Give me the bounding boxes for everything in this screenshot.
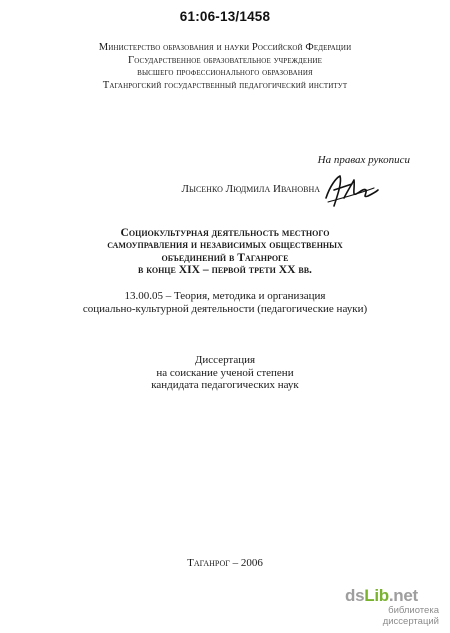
watermark-brand-lib: Lib <box>364 586 389 605</box>
organization-line: высшего профессионального образования <box>137 67 313 79</box>
city-year: Таганрог – 2006 <box>187 557 263 569</box>
organization-block <box>0 42 450 92</box>
author-name: Лысенко Людмила Ивановна <box>181 183 320 195</box>
dissertation-degree-block <box>0 354 450 392</box>
title-line: объединений в Таганроге <box>161 250 289 264</box>
title-line: самоуправления и независимых общественных <box>107 238 343 252</box>
degree-line: на соискание ученой степени <box>156 366 294 379</box>
degree-line: Диссертация <box>194 354 256 366</box>
watermark-logo <box>345 587 445 605</box>
title-line: Социокультурная деятельность местного <box>120 226 330 239</box>
organization-line: Министерство образования и науки Российской Федерации <box>98 42 352 53</box>
organization-line: Таганрогский государственный педагогический институт <box>102 79 348 91</box>
dissertation-title <box>0 227 450 277</box>
degree-line: кандидата педагогических наук <box>151 379 299 391</box>
specialty-block <box>0 290 450 316</box>
specialty-line: 13.00.05 – Теория, методика и организация <box>124 290 326 302</box>
dslib-watermark[interactable] <box>345 587 445 627</box>
rights-note: На правах рукописи <box>317 154 410 166</box>
handwritten-signature <box>322 168 380 212</box>
specialty-line: социально-культурной деятельности (педагогические науки) <box>82 303 368 315</box>
watermark-brand-net: .net <box>388 586 418 605</box>
watermark-brand-ds: ds <box>345 586 365 605</box>
organization-line: Государственное образовательное учреждение <box>128 54 322 66</box>
watermark-subtitle: библиотека диссертаций <box>382 605 439 627</box>
archive-stamp-number: 61:06-13/1458 <box>179 9 271 24</box>
title-line: в конце XIX – первой трети XX вв. <box>138 263 312 277</box>
